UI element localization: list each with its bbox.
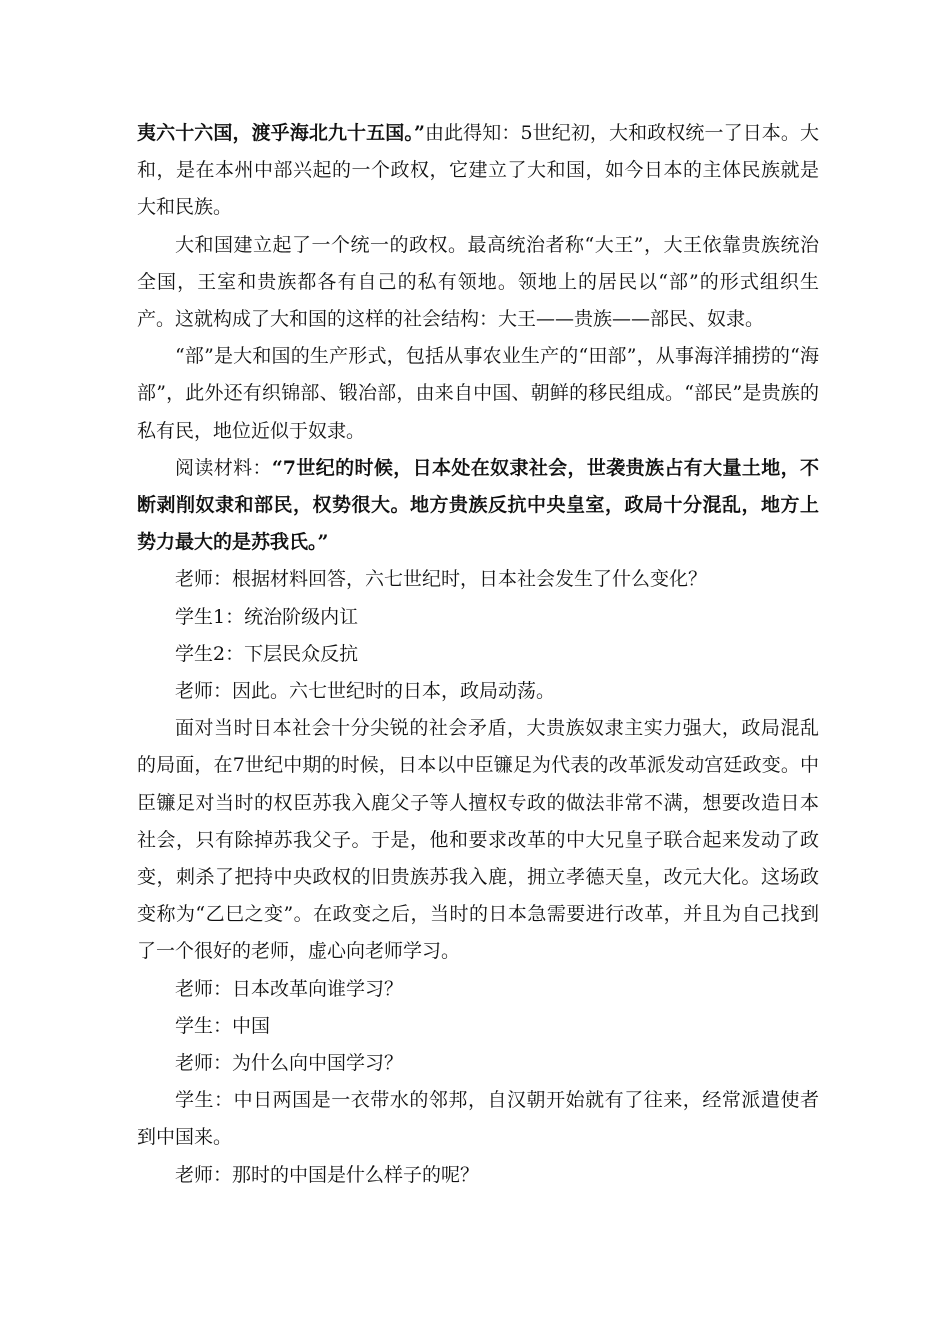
- paragraph-reform-background: 面对当时日本社会十分尖锐的社会矛盾，大贵族奴隶主实力强大，政局混乱的局面，在7世纪中期的时候，日本以中臣镰足为代表的改革派发动宫廷政变。中臣镰足对当时的权臣苏我入鹿父子等人擅权专政的做法非常不满，想要改造日本社会，只有除掉苏我父子。于是，他和要求改革的中大兄皇子联合起来发动了政变，刺杀了把持中央政权的旧贵族苏我入鹿，拥立孝德天皇，改元大化。这场政变称为“乙巳之变”。在政变之后，当时的日本急需要进行改革，并且为自己找到了一个很好的老师，虚心向老师学习。: [137, 717, 819, 963]
- paragraph-3: “部”是大和国的生产形式，包括从事农业生产的“田部”，从事海洋捕捞的“海部”，此外还有织锦部、锻冶部，由来自中国、朝鲜的移民组成。“部民”是贵族的私有民，地位近似于奴隶。: [137, 345, 819, 442]
- dialogue-teacher-3: 老师：日本改革向谁学习？: [175, 977, 404, 1000]
- paragraph-1: [137, 115, 819, 227]
- dialogue-teacher-5: 老师：那时的中国是什么样子的呢？: [175, 1163, 480, 1186]
- dialogue-student-2: 学生2：下层民众反抗: [175, 642, 359, 665]
- dialogue-student-1: 学生1：统治阶级内讧: [175, 605, 359, 628]
- reading-material-quote: “7世纪的时候，日本处在奴隶社会，世袭贵族占有大量土地，不断剥削奴隶和部民，权势很大。地方贵族反抗中央皇室，政局十分混乱，地方上势力最大的是苏我氏。”: [137, 456, 819, 554]
- dialogue-teacher-2: 老师：因此。六七世纪时的日本，政局动荡。: [175, 680, 556, 703]
- paragraph-text: 由此得知：5世纪初，大和政权统一了日本。大和，是在本州中部兴起的一个政权，它建立了大和国，如今日本的主体民族就是大和民族。: [137, 122, 819, 219]
- paragraph-4-reading-material: [137, 450, 819, 562]
- dialogue-student-4: 学生：中日两国是一衣带水的邻邦，自汉朝开始就有了往来，经常派遣使者到中国来。: [137, 1089, 819, 1149]
- dialogue-teacher-1: 老师：根据材料回答，六七世纪时，日本社会发生了什么变化？: [175, 568, 708, 591]
- paragraph-2: 大和国建立起了一个统一的政权。最高统治者称“大王”，大王依靠贵族统治全国，王室和贵族都各有自己的私有领地。领地上的居民以“部”的形式组织生产。这就构成了大和国的这样的社会结构：大王——贵族——部民、奴隶。: [137, 233, 819, 331]
- dialogue-teacher-4: 老师：为什么向中国学习？: [175, 1052, 404, 1075]
- dialogue-student-3: 学生：中国: [175, 1014, 271, 1037]
- reading-material-label: 阅读材料：: [175, 456, 272, 479]
- bold-quote-ending: 夷六十六国，渡乎海北九十五国。”: [137, 122, 425, 144]
